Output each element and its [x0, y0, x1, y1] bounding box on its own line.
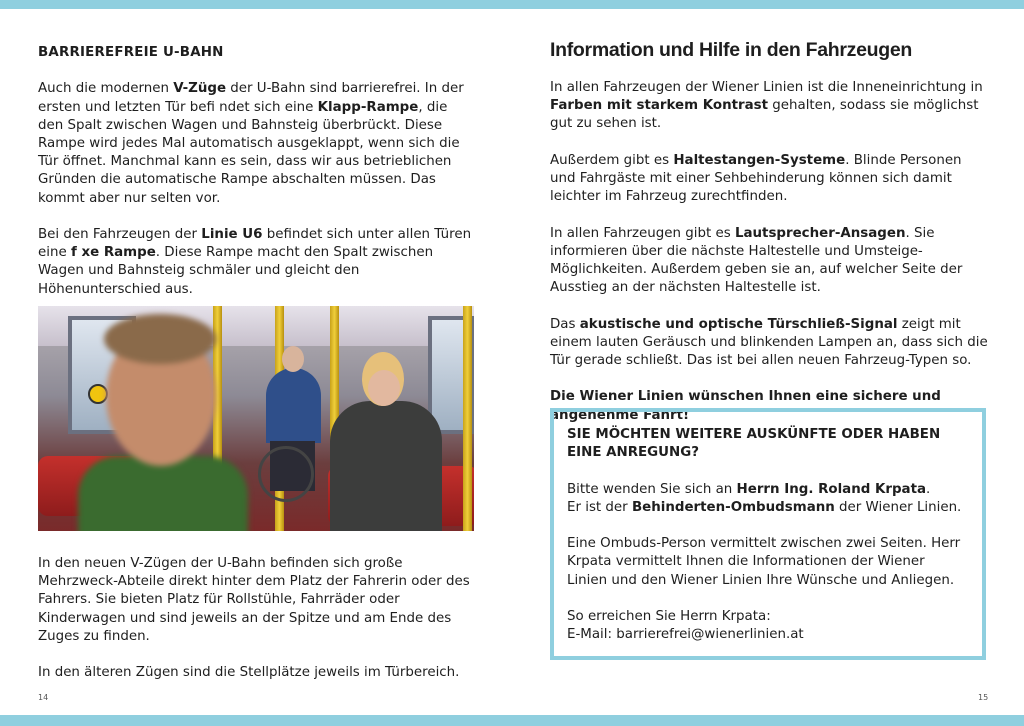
box-contact-intro: So erreichen Sie Herrn Krpata:	[567, 608, 771, 624]
left-page-column	[38, 34, 476, 299]
contact-info-box	[550, 408, 986, 660]
paragraph-aeltere-zuege: In den älteren Zügen sind die Stellplätze jeweils im Türbereich.	[38, 665, 460, 681]
top-accent-bar	[0, 0, 1024, 9]
paragraph-v-zuege: Auch die modernen V-Züge der U-Bahn sind barrierefrei. In der ersten und letzten Tür befi ndet sich eine Klapp-Rampe, die den Spalt zwischen Wagen und Bahnsteig überbrückt. Diese Rampe wird jedes Mal automatisch ausgeklappt, wenn sich die Tür öffnet. Manchmal kann es sein, dass wir aus betrieblichen Gründen die automatische Rampe abschalten müssen. Das kommt aber nur selten vor.	[38, 81, 464, 206]
box-title: SIE MÖCHTEN WEITERE AUSKÜNFTE ODER HABEN EINE ANREGUNG?	[567, 427, 941, 461]
paragraph-haltestangen: Außerdem gibt es Haltestangen-Systeme. Blinde Personen und Fahrgäste mit einer Sehbehinderung können sich damit leichter im Fahrzeug zurechtfinden.	[550, 152, 962, 205]
left-page-lower-text	[38, 555, 476, 682]
right-page-column	[550, 34, 988, 425]
section-title: BARRIEREFREIE U-BAHN	[38, 45, 224, 60]
closing-statement: Die Wiener Linien wünschen Ihnen eine sichere und angenehme Fahrt!	[550, 389, 941, 423]
bottom-accent-bar	[0, 715, 1024, 726]
box-ombudsmann-role: Er ist der Behinderten-Ombudsmann der Wiener Linien.	[567, 499, 962, 515]
paragraph-lautsprecher: In allen Fahrzeugen gibt es Lautsprecher-Ansagen. Sie informieren über die nächste Haltestelle und Umsteige-Möglichkeiten. Außerdem geben sie an, auf welcher Seite der Ausstieg an der nächsten Haltestelle ist.	[550, 225, 963, 296]
box-ombuds-explanation: Eine Ombuds-Person vermittelt zwischen zwei Seiten. Herr Krpata vermittelt Ihnen die Informationen der Wiener Linien und den Wiener Linien Ihre Wünsche und Anliegen.	[567, 536, 961, 588]
box-contact-person: Bitte wenden Sie sich an Herrn Ing. Roland Krpata.	[567, 481, 931, 497]
page-heading: Information und Hilfe in den Fahrzeugen	[550, 39, 913, 61]
page-number-right: 15	[978, 693, 989, 702]
paragraph-kontrast: In allen Fahrzeugen der Wiener Linien ist die Inneneinrichtung in Farben mit starkem Kontrast gehalten, sodass sie möglichst gut zu sehen ist.	[550, 80, 983, 132]
paragraph-tuerschliess: Das akustische und optische Türschließ-Signal zeigt mit einem lauten Geräusch und blinkenden Lampen an, dass sich die Tür gerade schließt. Das ist bei allen neuen Fahrzeug-Typen so.	[550, 316, 988, 368]
box-email[interactable]: E-Mail: barrierefrei@wienerlinien.at	[567, 627, 804, 643]
paragraph-linie-u6: Bei den Fahrzeugen der Linie U6 befindet sich unter allen Türen eine f xe Rampe. Diese Rampe macht den Spalt zwischen Wagen und Bahnsteig schmäler und gleicht den Höhenunterschied aus.	[38, 227, 472, 297]
paragraph-mehrzweck: In den neuen V-Zügen der U-Bahn befinden sich große Mehrzweck-Abteile direkt hinter dem Platz der Fahrerin oder des Fahrers. Sie bieten Platz für Rollstühle, Fahrräder oder Kinderwagen und sind jeweils an der Spitze und am Ende des Zuges zu finden.	[38, 556, 470, 644]
page-number-left: 14	[38, 693, 49, 702]
subway-interior-photo	[38, 306, 474, 531]
